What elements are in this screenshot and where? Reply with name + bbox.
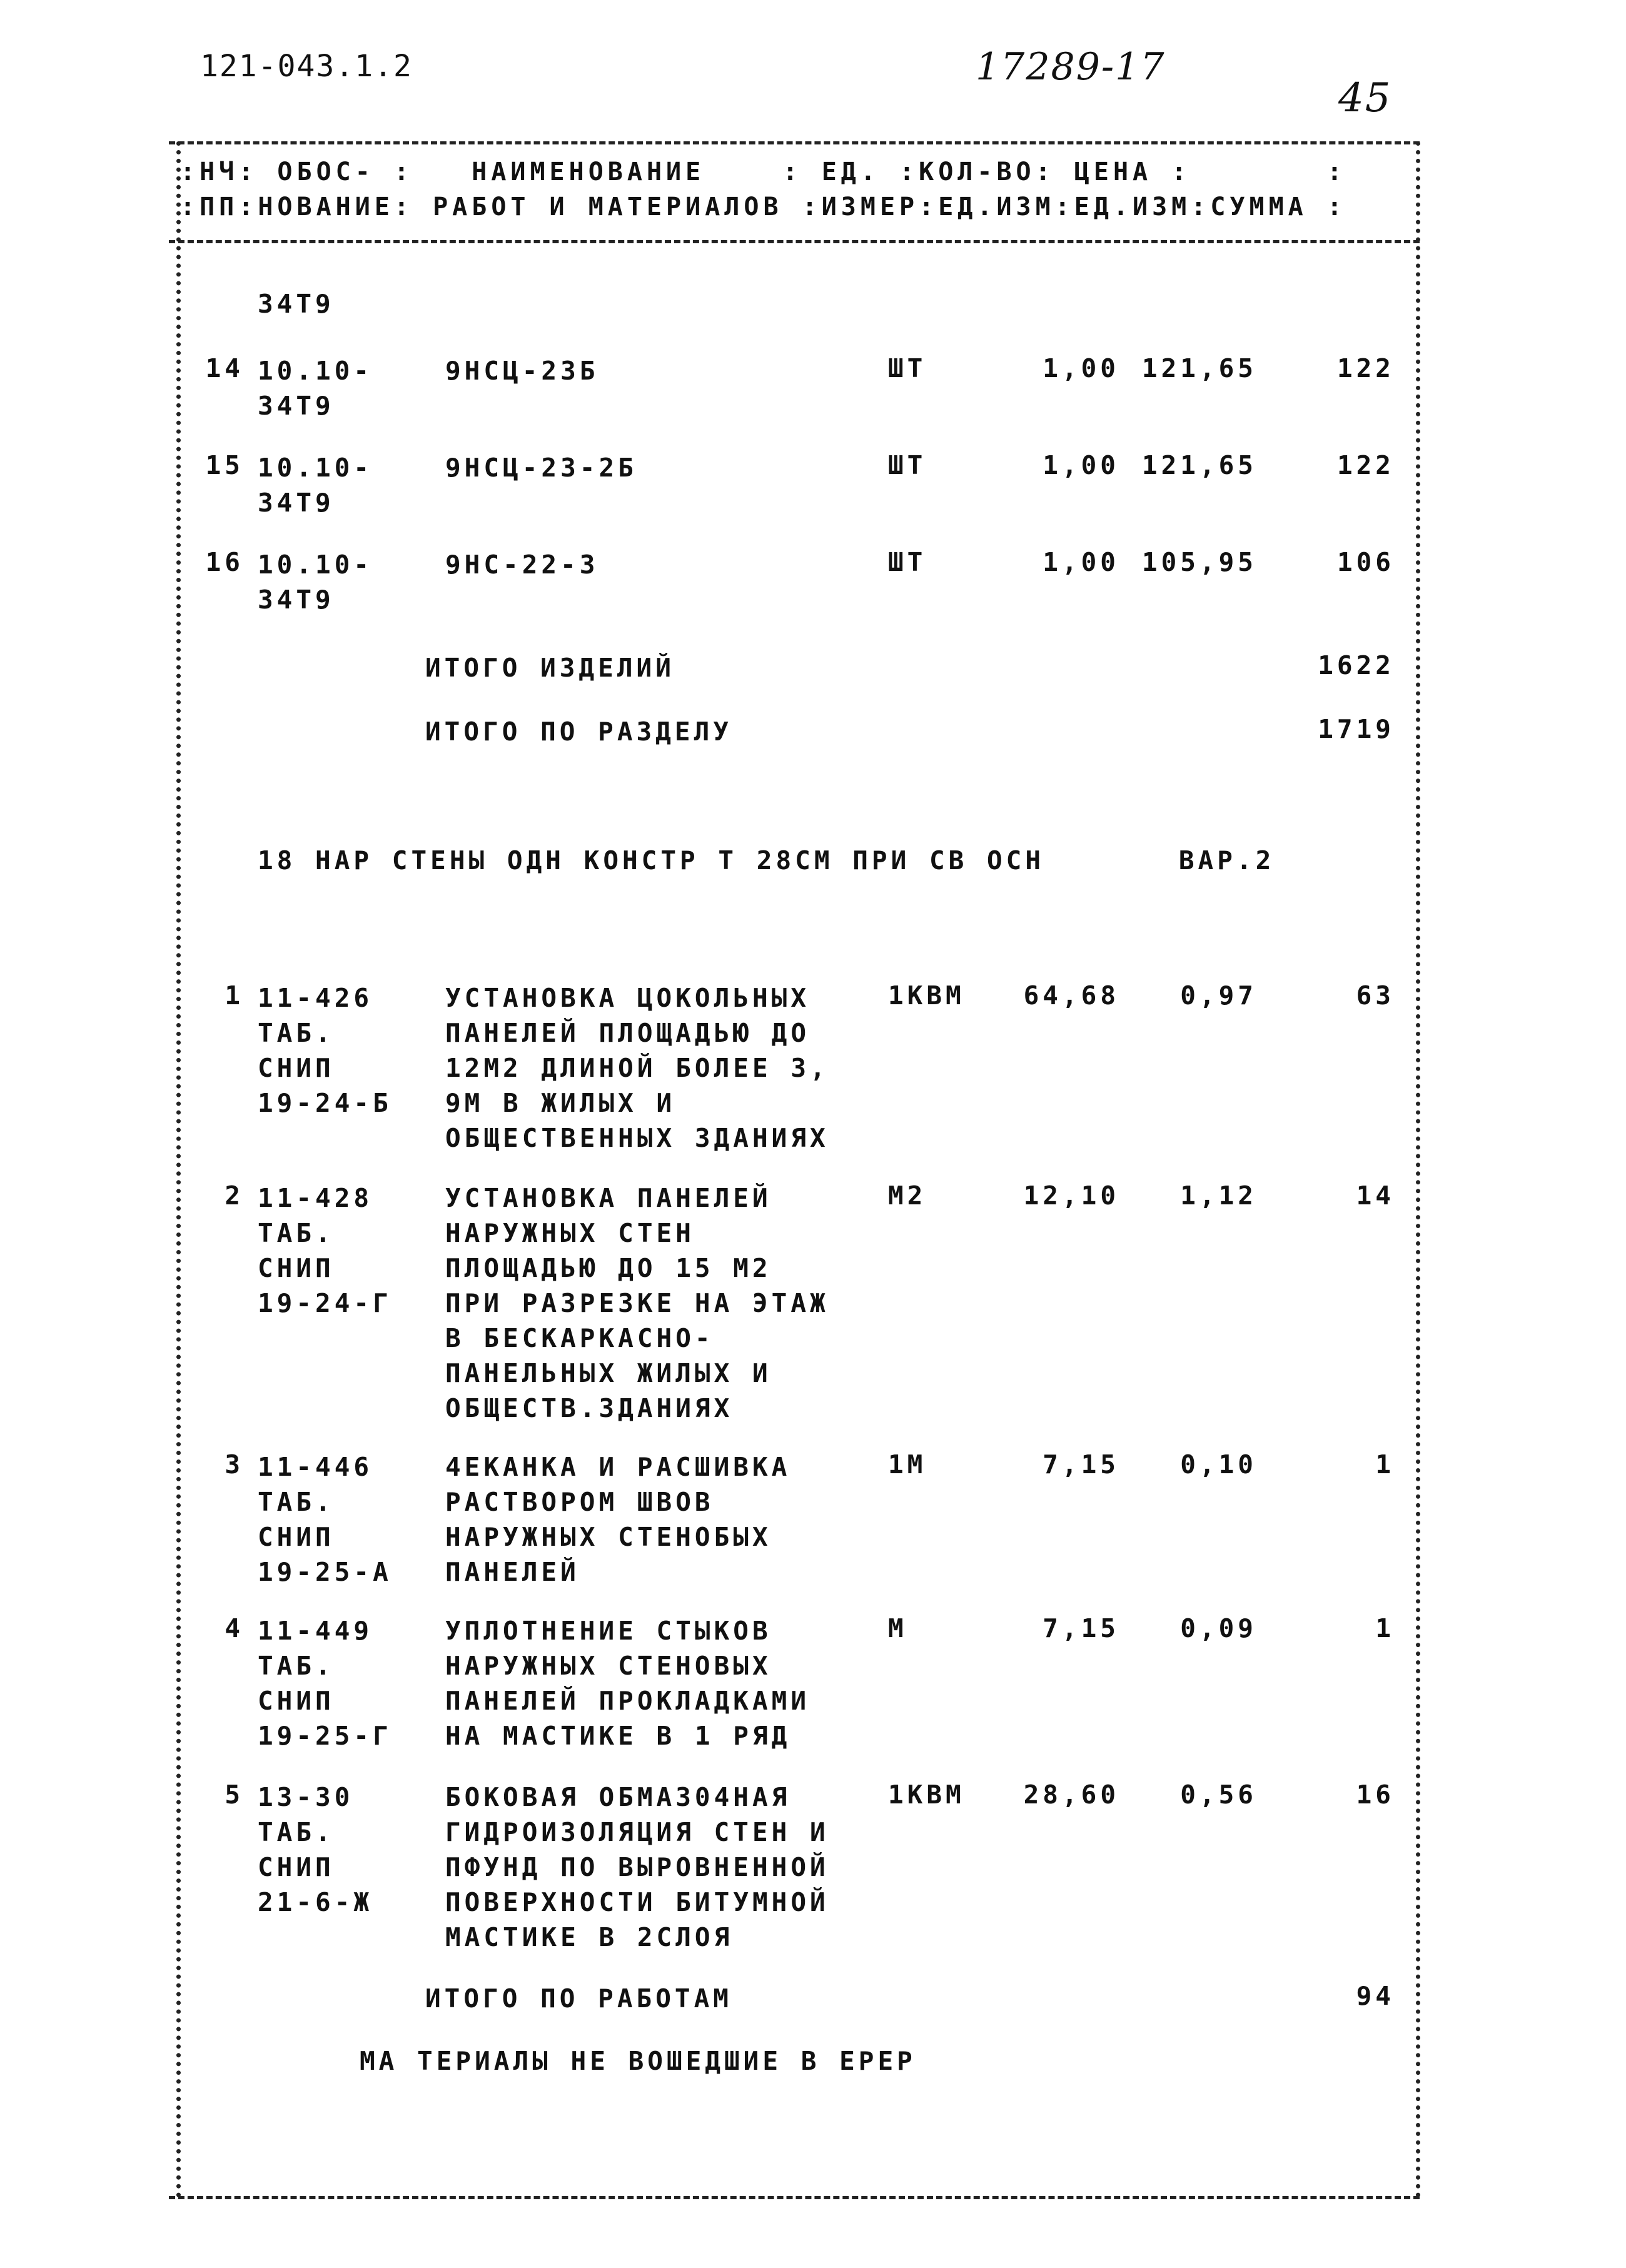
table-header-rule: [169, 240, 1420, 243]
row-price: 0,10: [1180, 1449, 1257, 1479]
row-number: 14: [205, 353, 244, 383]
row-unit: ШТ: [888, 547, 927, 577]
row-price: 121,65: [1141, 450, 1257, 480]
total-sum: 94: [1356, 1981, 1395, 2011]
row-price: 0,56: [1180, 1780, 1257, 1810]
row-name: 9НСЦ-23-2Б: [445, 453, 637, 483]
row-number: 5: [225, 1780, 244, 1810]
row-unit: ШТ: [888, 450, 927, 480]
continuation-basis: 34Т9: [258, 289, 335, 319]
row-quantity: 1,00: [1043, 450, 1119, 480]
row-number: 1: [225, 980, 244, 1011]
row-quantity: 1,00: [1043, 353, 1119, 383]
row-basis: 11-426 ТАБ. СНИП 19-24-Б: [258, 983, 392, 1118]
row-price: 105,95: [1141, 547, 1257, 577]
row-price: 0,97: [1180, 980, 1257, 1011]
page-number: 45: [1338, 75, 1392, 121]
row-price: 0,09: [1180, 1613, 1257, 1643]
row-quantity: 1,00: [1043, 547, 1119, 577]
document-number: 17289-17: [976, 45, 1166, 89]
total-label: ИТОГО ПО РАЗДЕЛУ: [425, 717, 732, 747]
row-quantity: 12,10: [1023, 1181, 1119, 1211]
row-basis: 13-30 ТАБ. СНИП 21-6-Ж: [258, 1782, 373, 1917]
row-sum: 106: [1336, 547, 1395, 577]
row-number: 4: [225, 1613, 244, 1643]
row-sum: 63: [1356, 980, 1395, 1011]
table-right-border: [1416, 141, 1420, 2199]
row-sum: 122: [1336, 353, 1395, 383]
total-label: ИТОГО ПО РАБОТАМ: [425, 1983, 732, 2013]
row-unit: 1КВМ: [888, 1780, 965, 1810]
row-unit: М2: [888, 1181, 927, 1211]
row-basis: 10.10- 34Т9: [258, 356, 373, 421]
row-sum: 1: [1375, 1613, 1395, 1643]
row-price: 1,12: [1180, 1181, 1257, 1211]
row-sum: 122: [1336, 450, 1395, 480]
row-sum: 1: [1375, 1449, 1395, 1479]
row-quantity: 28,60: [1023, 1780, 1119, 1810]
table-bottom-rule: [169, 2196, 1420, 2199]
row-sum: 16: [1356, 1780, 1395, 1810]
total-sum: 1719: [1318, 714, 1395, 744]
row-number: 3: [225, 1449, 244, 1479]
table-header-line-2: :ПП:НОВАНИЕ: РАБОТ И МАТЕРИАЛОВ :ИЗМЕР:ЕД.ИЗМ:ЕД.ИЗМ:СУММА :: [180, 193, 1346, 221]
row-price: 121,65: [1141, 353, 1257, 383]
row-basis: 10.10- 34Т9: [258, 550, 373, 615]
row-name: УПЛОТНЕНИЕ СТЫКОВ НАРУЖНЫХ СТЕНОВЫХ ПАНЕЛЕЙ ПРОКЛАДКАМИ НА МАСТИКЕ В 1 РЯД: [445, 1616, 810, 1751]
row-name: БОКОВАЯ ОБМАЗ04НАЯ ГИДРОИЗОЛЯЦИЯ СТЕН И ПФУНД ПО ВЫРОВНЕННОЙ ПОВЕРХНОСТИ БИТУМНОЙ МАСТИКЕ В 2СЛОЯ: [445, 1782, 829, 1952]
row-number: 2: [225, 1181, 244, 1211]
row-unit: М: [888, 1613, 907, 1643]
table-header-line-1: :НЧ: ОБОС- : НАИМЕНОВАНИЕ : ЕД. :КОЛ-ВО: ЦЕНА : :: [180, 158, 1346, 186]
row-unit: ШТ: [888, 353, 927, 383]
row-number: 16: [205, 547, 244, 577]
row-quantity: 64,68: [1023, 980, 1119, 1011]
row-name: УСТАНОВКА ЦОКОЛЬНЫХ ПАНЕЛЕЙ ПЛОЩАДЬЮ ДО 12М2 ДЛИНОЙ БОЛЕЕ 3, 9М В ЖИЛЫХ И ОБЩЕСТВЕННЫХ ЗДАНИЯХ: [445, 983, 829, 1153]
materials-note: МА ТЕРИАЛЫ НЕ ВОШЕДШИЕ В ЕРЕР: [360, 2046, 916, 2076]
document-code: 121-043.1.2: [200, 49, 413, 84]
row-unit: 1КВМ: [888, 980, 965, 1011]
total-sum: 1622: [1318, 650, 1395, 680]
row-quantity: 7,15: [1043, 1449, 1119, 1479]
row-name: 4ЕКАНКА И РАСШИВКА РАСТВОРОМ ШВОВ НАРУЖНЫХ СТЕНОБЫХ ПАНЕЛЕЙ: [445, 1452, 791, 1587]
row-basis: 11-446 ТАБ. СНИП 19-25-А: [258, 1452, 392, 1587]
row-basis: 11-428 ТАБ. СНИП 19-24-Г: [258, 1183, 392, 1318]
row-quantity: 7,15: [1043, 1613, 1119, 1643]
row-sum: 14: [1356, 1181, 1395, 1211]
row-name: 9НС-22-3: [445, 550, 599, 580]
row-unit: 1М: [888, 1449, 927, 1479]
table-top-rule: [169, 141, 1420, 144]
section-title: 18 НАР СТЕНЫ ОДН КОНСТР Т 28СМ ПРИ СВ ОСН ВАР.2: [258, 845, 1275, 875]
total-label: ИТОГО ИЗДЕЛИЙ: [425, 653, 675, 683]
row-name: УСТАНОВКА ПАНЕЛЕЙ НАРУЖНЫХ СТЕН ПЛОЩАДЬЮ ДО 15 М2 ПРИ РАЗРЕЗКЕ НА ЭТАЖ В БЕСКАРКАСНО- ПАНЕЛЬНЫХ ЖИЛЫХ И ОБЩЕСТВ.ЗДАНИЯХ: [445, 1183, 829, 1423]
row-basis: 10.10- 34Т9: [258, 453, 373, 518]
row-name: 9НСЦ-23Б: [445, 356, 599, 386]
row-basis: 11-449 ТАБ. СНИП 19-25-Г: [258, 1616, 392, 1751]
row-number: 15: [205, 450, 244, 480]
table-left-border: [176, 141, 181, 2199]
